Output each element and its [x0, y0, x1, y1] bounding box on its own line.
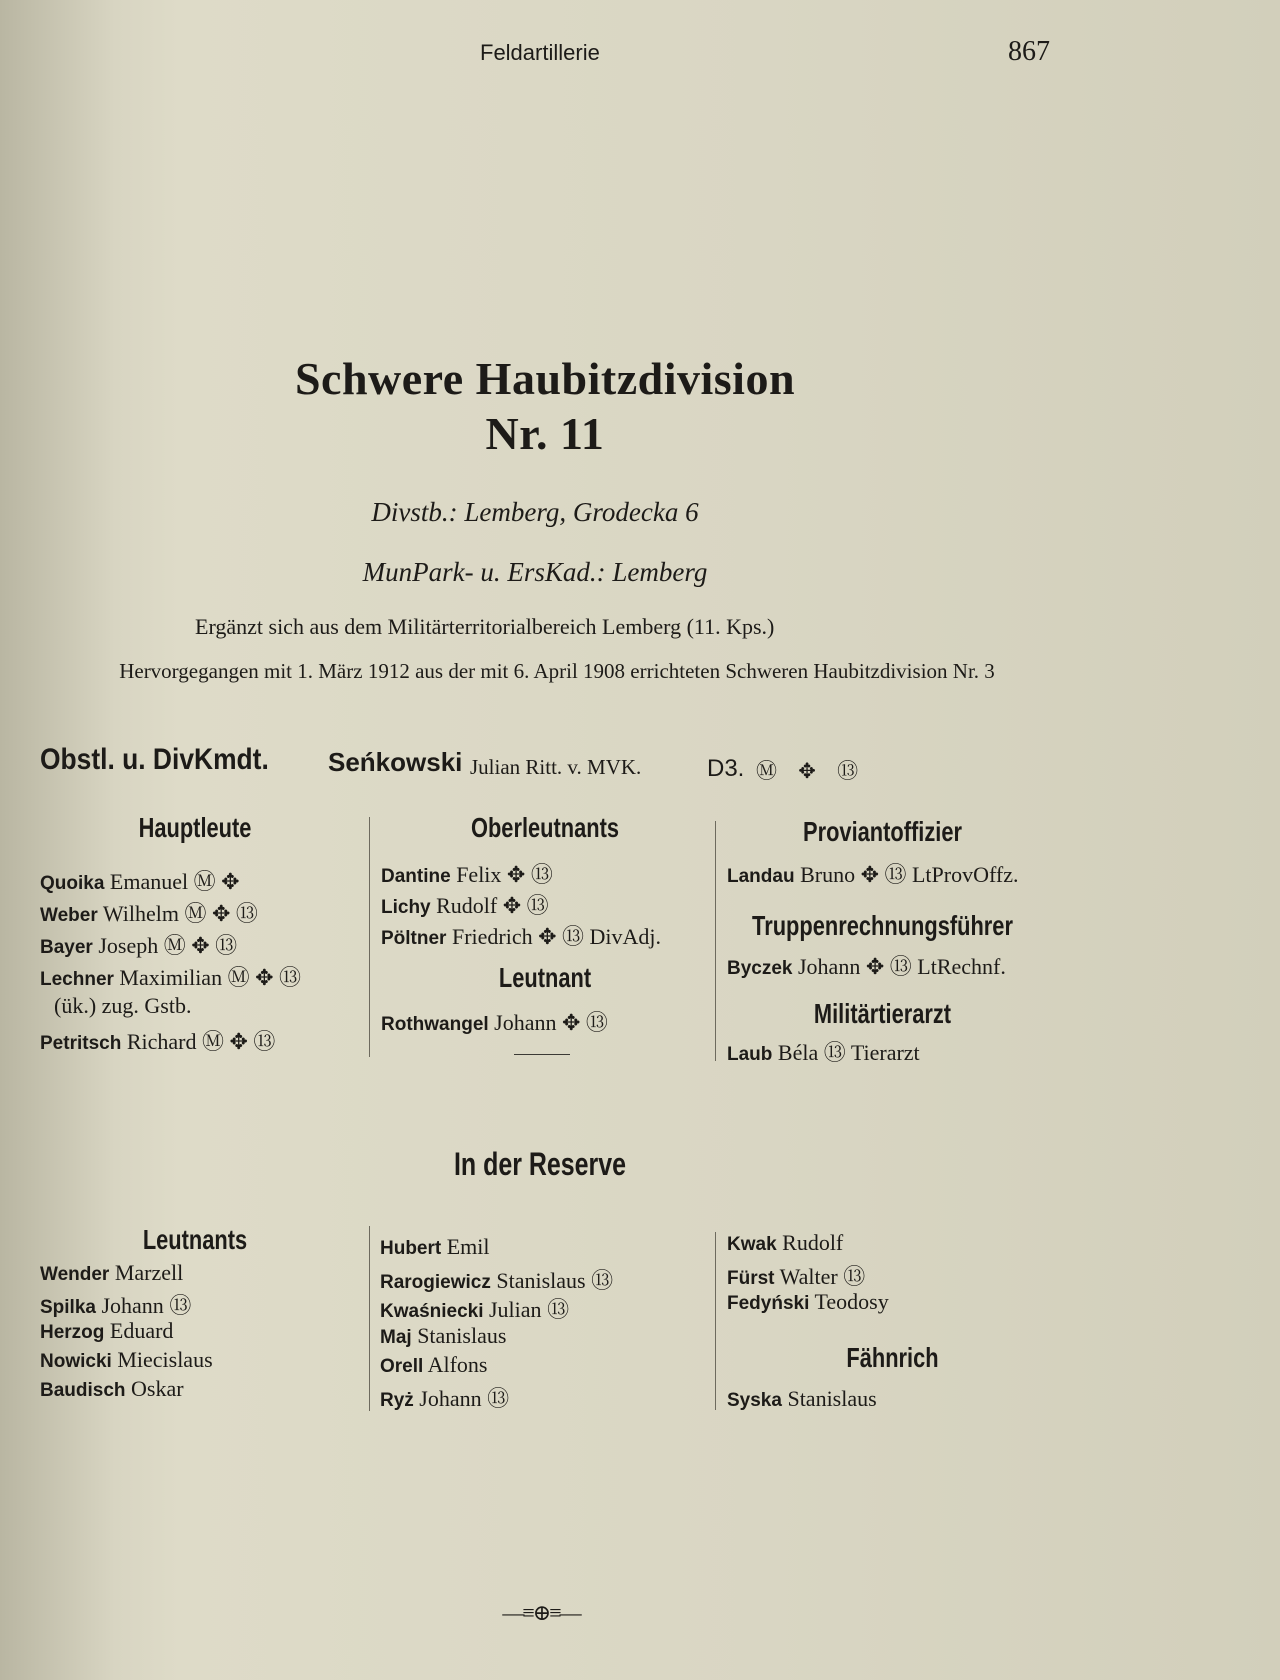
heading-proviantoffizier: Proviantoffizier	[803, 816, 962, 847]
list-item	[40, 865, 240, 896]
entry-surname: Bayer	[40, 937, 93, 958]
entry-decorations: ✥ ⑬ LtRechnf.	[860, 954, 1006, 979]
heading-reserve: In der Reserve	[453, 1146, 627, 1182]
entry-surname: Rarogiewicz	[380, 1271, 491, 1293]
entry-given-name: Béla	[772, 1040, 819, 1065]
list-item	[727, 858, 1019, 889]
entry-given-name: Richard	[121, 1029, 197, 1054]
entry-given-name: Stanislaus	[411, 1322, 507, 1348]
list-item	[381, 858, 553, 889]
entry-given-name: Emanuel	[104, 869, 189, 894]
entry-given-name: Rudolf	[430, 893, 498, 918]
entry-given-name: Johann	[95, 1293, 164, 1318]
entry-surname: Fedyński	[727, 1293, 810, 1314]
entry-decorations: ⑬ Tierarzt	[818, 1040, 920, 1065]
location-line-munpark: MunPark- u. ErsKad.: Lemberg	[362, 557, 708, 587]
heading-reserve-leutnants: Leutnants	[142, 1224, 248, 1255]
dash-separator	[514, 1054, 570, 1055]
entry-surname: Pöltner	[381, 928, 447, 949]
entry-surname: Maj	[380, 1326, 412, 1348]
entry-given-name: Rudolf	[776, 1230, 844, 1255]
heading-truppenrechnungsfuehrer: Truppenrechnungsführer	[752, 910, 1013, 941]
list-item	[40, 1376, 184, 1402]
entry-surname: Kwaśniecki	[380, 1301, 484, 1322]
entry-surname: Syska	[727, 1390, 782, 1411]
entry-surname: Fürst	[727, 1267, 775, 1289]
commander-d3: D3.	[707, 755, 745, 782]
entry-surname: Hubert	[380, 1238, 442, 1259]
commander-surname: Seńkowski	[328, 747, 463, 777]
column-divider	[369, 1226, 370, 1411]
entry-surname: Quoika	[40, 873, 105, 894]
entry-decorations: Ⓜ ✥ ⑬	[158, 933, 238, 958]
column-divider	[715, 821, 716, 1061]
heading-faehnrich: Fähnrich	[846, 1342, 939, 1373]
list-item	[727, 1036, 920, 1067]
entry-given-name: (ük.) zug. Gstb.	[54, 993, 192, 1018]
entry-surname: Byczek	[727, 958, 793, 979]
entry-given-name: Teodosy	[809, 1289, 889, 1314]
entry-given-name: Eduard	[104, 1318, 174, 1343]
entry-surname: Landau	[727, 866, 795, 887]
entry-given-name: Johann	[413, 1385, 482, 1411]
entry-given-name: Julian	[483, 1297, 542, 1322]
entry-surname: Herzog	[40, 1322, 105, 1343]
entry-decorations: ✥ ⑬	[501, 862, 553, 887]
list-item	[40, 1260, 183, 1286]
entry-given-name: Felix	[450, 862, 502, 887]
entry-decorations: ⑬	[837, 1263, 866, 1289]
ornament-divider: —≡⊕≡—	[502, 1600, 580, 1625]
commander-rank: Obstl. u. DivKmdt.	[40, 743, 269, 776]
list-item	[727, 1230, 843, 1256]
entry-given-name: Joseph	[92, 933, 159, 958]
entry-surname: Spilka	[40, 1297, 96, 1318]
entry-given-name: Walter	[774, 1263, 838, 1289]
entry-surname: Baudisch	[40, 1380, 126, 1401]
entry-given-name: Maximilian	[113, 965, 223, 990]
list-item	[54, 993, 191, 1019]
heading-oberleutnants: Oberleutnants	[470, 812, 620, 843]
entry-surname: Petritsch	[40, 1033, 122, 1054]
entry-given-name: Oskar	[125, 1376, 184, 1401]
running-header: Feldartillerie	[480, 40, 600, 65]
entry-given-name: Miecislaus	[111, 1347, 213, 1372]
entry-surname: Ryż	[380, 1389, 414, 1411]
entry-surname: Lechner	[40, 969, 114, 990]
entry-surname: Wender	[40, 1264, 110, 1285]
list-item	[40, 1289, 191, 1320]
entry-decorations: ⑬	[481, 1385, 510, 1411]
commander-details: Julian Ritt. v. MVK.	[470, 755, 642, 779]
entry-decorations: ⑬	[163, 1293, 192, 1318]
list-item	[380, 1323, 506, 1349]
supplement-line: Ergänzt sich aus dem Militärterritorialbereich Lemberg (11. Kps.)	[195, 614, 775, 639]
list-item	[40, 929, 237, 960]
list-item	[727, 1289, 889, 1315]
entry-surname: Dantine	[381, 866, 451, 887]
entry-given-name: Friedrich	[446, 924, 533, 949]
list-item	[381, 889, 549, 920]
list-item	[40, 1025, 275, 1056]
page-title: Schwere Haubitzdivision	[294, 353, 796, 404]
history-paragraph: Hervorgegangen mit 1. März 1912 aus der mit 6. April 1908 errichteten Schweren Haubitzdivision Nr. 3	[119, 659, 995, 683]
entry-decorations: ⑬	[541, 1297, 570, 1322]
location-line-divstb: Divstb.: Lemberg, Grodecka 6	[371, 497, 699, 527]
entry-decorations: ✥ ⑬ LtProvOffz.	[855, 862, 1019, 887]
entry-given-name: Stanislaus	[490, 1267, 586, 1293]
list-item	[380, 1293, 569, 1324]
page-title-number: Nr. 11	[485, 408, 605, 459]
entry-given-name: Emil	[441, 1234, 490, 1259]
list-item	[381, 920, 661, 951]
page-number: 867	[1008, 36, 1050, 67]
list-item	[40, 1347, 213, 1373]
list-item	[727, 1386, 877, 1412]
entry-given-name: Marzell	[109, 1260, 184, 1285]
entry-decorations: Ⓜ ✥ ⑬	[178, 901, 258, 926]
list-item	[40, 961, 301, 992]
entry-given-name: Alfons	[423, 1352, 488, 1377]
list-item	[381, 1006, 608, 1037]
entry-given-name: Wilhelm	[97, 901, 179, 926]
column-divider	[369, 817, 370, 1057]
entry-decorations: ⑬	[585, 1267, 614, 1293]
entry-surname: Kwak	[727, 1234, 777, 1255]
entry-given-name: Bruno	[794, 862, 856, 887]
heading-militaertierarzt: Militärtierarzt	[813, 998, 952, 1029]
entry-surname: Weber	[40, 905, 98, 926]
entry-surname: Laub	[727, 1044, 773, 1065]
entry-decorations: ✥ ⑬ DivAdj.	[532, 924, 662, 949]
list-item	[40, 897, 258, 928]
list-item	[727, 1260, 865, 1291]
list-item	[40, 1318, 173, 1344]
entry-given-name: Johann	[792, 954, 861, 979]
entry-decorations: ✥ ⑬	[556, 1010, 608, 1035]
commander-decoration-icons: Ⓜ ✥ ⑬	[756, 759, 867, 783]
column-divider	[715, 1232, 716, 1410]
list-item	[727, 950, 1006, 981]
list-item	[380, 1352, 488, 1378]
entry-surname: Orell	[380, 1356, 424, 1377]
entry-surname: Lichy	[381, 897, 431, 918]
list-item	[380, 1234, 490, 1260]
entry-given-name: Stanislaus	[781, 1386, 877, 1411]
entry-decorations: ✥ ⑬	[497, 893, 549, 918]
list-item	[380, 1382, 509, 1413]
heading-leutnant: Leutnant	[498, 962, 592, 993]
list-item	[380, 1264, 613, 1295]
entry-decorations: Ⓜ ✥ ⑬	[196, 1029, 276, 1054]
entry-decorations: Ⓜ ✥ ⑬	[222, 965, 302, 990]
entry-decorations: Ⓜ ✥	[188, 869, 240, 894]
entry-surname: Rothwangel	[381, 1014, 489, 1035]
entry-surname: Nowicki	[40, 1351, 112, 1372]
heading-hauptleute: Hauptleute	[138, 812, 252, 843]
entry-given-name: Johann	[488, 1010, 557, 1035]
